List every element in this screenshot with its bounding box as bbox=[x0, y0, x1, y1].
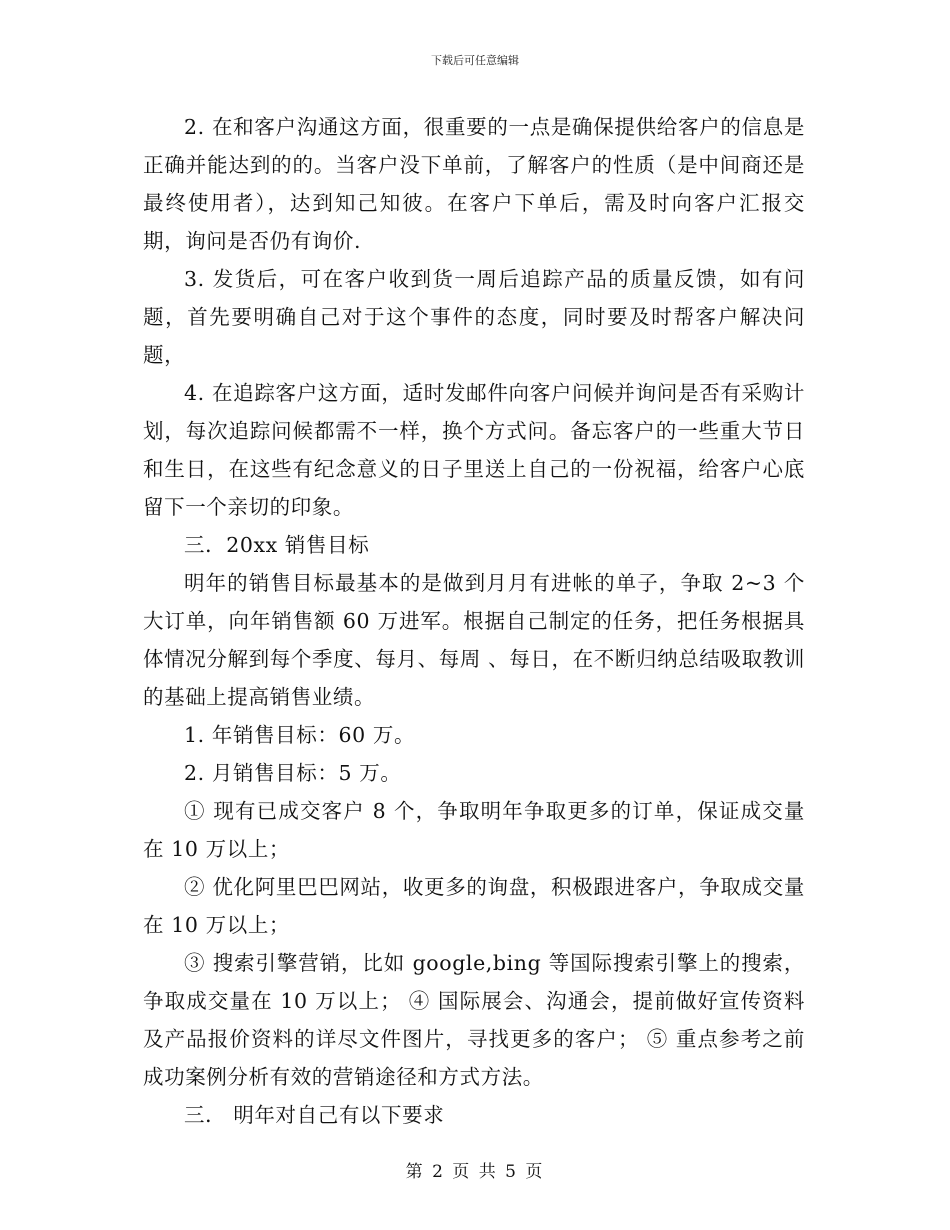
section-heading-self-requirements: 三． 明年对自己有以下要求 bbox=[184, 1103, 445, 1127]
page-header: 下载后可任意编辑 bbox=[431, 54, 519, 67]
list-item-search-marketing: ③ 搜索引擎营销，比如 google,bing 等国际搜索引擎上的搜索，争取成交量在 10 万以上； ④ 国际展会、沟通会，提前做好宣传资料及产品报价资料的详尽文件图片，寻找更多的客户； ⑤ 重点参考之前成功案例分析有效的营销途径和方式方法。 bbox=[143, 951, 805, 1089]
paragraph-communication: 2. 在和客户沟通这方面，很重要的一点是确保提供给客户的信息是正确并能达到的的。当客户没下单前，了解客户的性质（是中间商还是最终使用者），达到知己知彼。在客户下单后，需及时向客户汇报交期，询问是否仍有询价. bbox=[143, 115, 805, 253]
paragraph-tracking: 4. 在追踪客户这方面，适时发邮件向客户问候并询问是否有采购计划，每次追踪问候都需不一样，换个方式问。备忘客户的一些重大节日和生日，在这些有纪念意义的日子里送上自己的一份祝福，给客户心底留下一个亲切的印象。 bbox=[143, 381, 805, 519]
document-body bbox=[143, 108, 805, 1134]
page-footer: 第 2 页 共 5 页 bbox=[405, 1162, 545, 1182]
list-item-existing-clients: ① 现有已成交客户 8 个，争取明年争取更多的订单，保证成交量在 10 万以上； bbox=[143, 799, 805, 861]
paragraph-shipping: 3. 发货后，可在客户收到货一周后追踪产品的质量反馈，如有问题，首先要明确自己对于这个事件的态度，同时要及时帮客户解决问题， bbox=[143, 267, 805, 367]
section-heading-sales-target: 三．20xx 销售目标 bbox=[184, 533, 370, 557]
list-item-annual-target: 1. 年销售目标：60 万。 bbox=[184, 723, 416, 747]
list-item-monthly-target: 2. 月销售目标：5 万。 bbox=[184, 761, 402, 785]
paragraph-sales-goal: 明年的销售目标最基本的是做到月月有进帐的单子，争取 2~3 个大订单，向年销售额 60 万进军。根据自己制定的任务，把任务根据具体情况分解到每个季度、每月、每周 、每日，在不断归纳总结吸取教训的基础上提高销售业绩。 bbox=[143, 571, 805, 709]
list-item-alibaba: ② 优化阿里巴巴网站，收更多的询盘，积极跟进客户，争取成交量在 10 万以上； bbox=[143, 875, 805, 937]
